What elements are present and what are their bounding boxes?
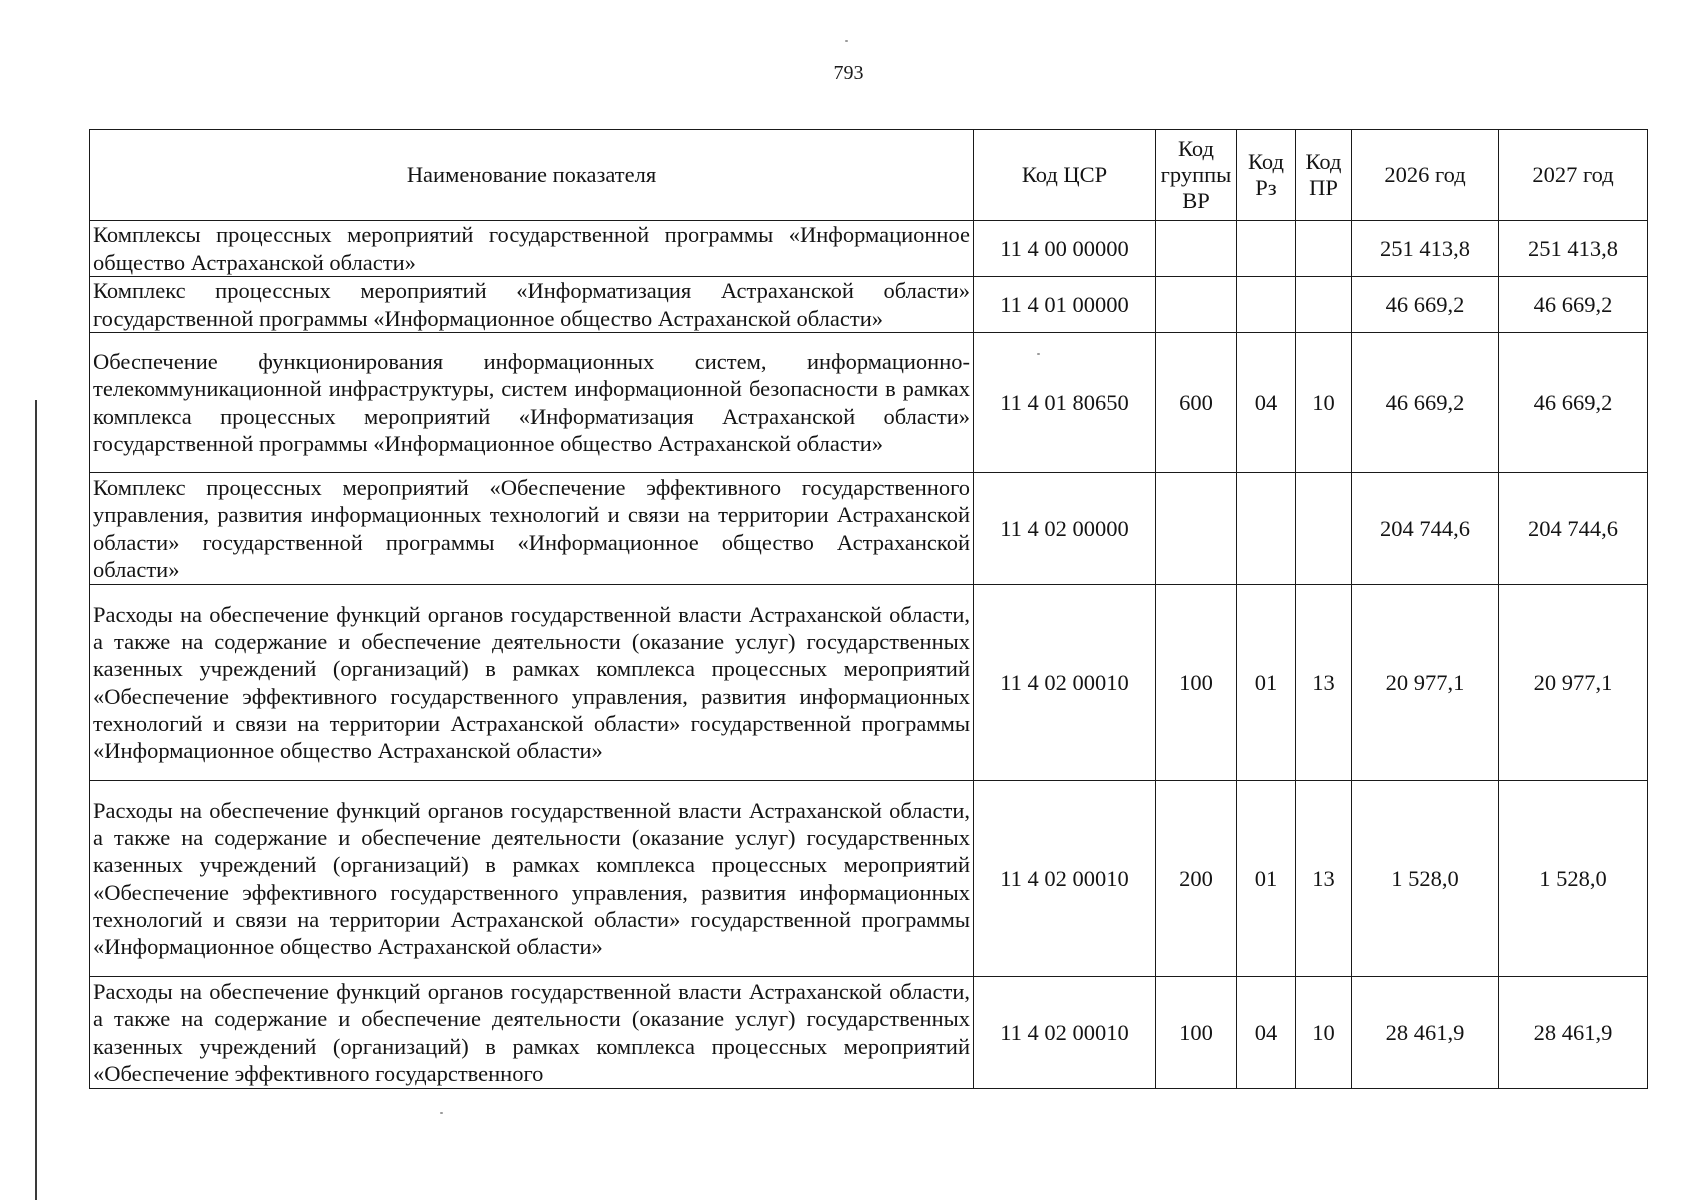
row-amount-2026: 1 528,0: [1352, 781, 1499, 977]
row-vr-code: 200: [1156, 781, 1237, 977]
row-pr-code: [1296, 277, 1352, 333]
row-rz-code: 04: [1237, 977, 1296, 1089]
row-indicator-name: Комплекс процессных мероприятий «Обеспечение эффективного государственного управления, развития информационных технологий и связи на территории Астраханской области» государственной программы «Информационное общество Астраханской области»: [90, 473, 974, 585]
row-amount-2026: 28 461,9: [1352, 977, 1499, 1089]
row-vr-code: 100: [1156, 977, 1237, 1089]
page-number: 793: [833, 62, 864, 84]
row-amount-2027: 251 413,8: [1499, 221, 1648, 277]
table-row: [90, 585, 1648, 781]
row-indicator-name: Комплексы процессных мероприятий государственной программы «Информационное общество Астраханской области»: [90, 221, 974, 277]
table-row: [90, 781, 1648, 977]
row-csr-code: 11 4 02 00000: [974, 473, 1156, 585]
row-pr-code: [1296, 473, 1352, 585]
row-indicator-name: Комплекс процессных мероприятий «Информатизация Астраханской области» государственной программы «Информационное общество Астраханской области»: [90, 277, 974, 333]
row-rz-code: [1237, 221, 1296, 277]
scan-speck: [845, 40, 848, 42]
row-indicator-name: Расходы на обеспечение функций органов государственной власти Астраханской области, а также на содержание и обеспечение деятельности (оказание услуг) государственных казенных учреждений (организаций) в рамках комплекса процессных мероприятий «Обеспечение эффективного государственного управления, развития информационных технологий и связи на территории Астраханской области» государственной программы «Информационное общество Астраханской области»: [90, 781, 974, 977]
row-rz-code: [1237, 473, 1296, 585]
row-csr-code: 11 4 01 80650: [974, 333, 1156, 473]
row-csr-code: 11 4 02 00010: [974, 977, 1156, 1089]
row-csr-code: 11 4 02 00010: [974, 585, 1156, 781]
header-pr-code: Код ПР: [1296, 130, 1352, 221]
row-indicator-name: Обеспечение функционирования информационных систем, информационно-телекоммуникационной инфраструктуры, систем информационной безопасности в рамках комплекса процессных мероприятий «Информатизация Астраханской области» государственной программы «Информационное общество Астраханской области»: [90, 333, 974, 473]
row-vr-code: [1156, 221, 1237, 277]
table-row: [90, 977, 1648, 1089]
header-vr-group-code: Код группы ВР: [1156, 130, 1237, 221]
row-amount-2026: 251 413,8: [1352, 221, 1499, 277]
row-pr-code: 13: [1296, 781, 1352, 977]
row-amount-2027: 46 669,2: [1499, 277, 1648, 333]
row-amount-2027: 20 977,1: [1499, 585, 1648, 781]
table-row: [90, 221, 1648, 277]
row-rz-code: 01: [1237, 781, 1296, 977]
row-csr-code: 11 4 00 00000: [974, 221, 1156, 277]
row-amount-2027: 28 461,9: [1499, 977, 1648, 1089]
header-year-2026: 2026 год: [1352, 130, 1499, 221]
table-row: [90, 473, 1648, 585]
scan-speck: [440, 1112, 443, 1114]
row-vr-code: [1156, 277, 1237, 333]
header-csr-code: Код ЦСР: [974, 130, 1156, 221]
row-rz-code: 04: [1237, 333, 1296, 473]
budget-table: [89, 129, 1648, 1089]
row-amount-2026: 46 669,2: [1352, 277, 1499, 333]
table-header-row: [90, 130, 1648, 221]
row-vr-code: 600: [1156, 333, 1237, 473]
scan-left-edge-line: [35, 400, 37, 1200]
row-indicator-name: Расходы на обеспечение функций органов государственной власти Астраханской области, а также на содержание и обеспечение деятельности (оказание услуг) государственных казенных учреждений (организаций) в рамках комплекса процессных мероприятий «Обеспечение эффективного государственного: [90, 977, 974, 1089]
row-pr-code: 10: [1296, 333, 1352, 473]
row-pr-code: [1296, 221, 1352, 277]
row-amount-2027: 46 669,2: [1499, 333, 1648, 473]
row-vr-code: [1156, 473, 1237, 585]
row-amount-2027: 1 528,0: [1499, 781, 1648, 977]
row-csr-code: 11 4 01 00000: [974, 277, 1156, 333]
row-csr-code: 11 4 02 00010: [974, 781, 1156, 977]
row-amount-2026: 204 744,6: [1352, 473, 1499, 585]
row-vr-code: 100: [1156, 585, 1237, 781]
header-indicator-name: Наименование показателя: [90, 130, 974, 221]
row-amount-2026: 46 669,2: [1352, 333, 1499, 473]
row-pr-code: 13: [1296, 585, 1352, 781]
row-indicator-name: Расходы на обеспечение функций органов государственной власти Астраханской области, а также на содержание и обеспечение деятельности (оказание услуг) государственных казенных учреждений (организаций) в рамках комплекса процессных мероприятий «Обеспечение эффективного государственного управления, развития информационных технологий и связи на территории Астраханской области» государственной программы «Информационное общество Астраханской области»: [90, 585, 974, 781]
table-row: [90, 277, 1648, 333]
header-year-2027: 2027 год: [1499, 130, 1648, 221]
row-pr-code: 10: [1296, 977, 1352, 1089]
row-amount-2027: 204 744,6: [1499, 473, 1648, 585]
row-rz-code: 01: [1237, 585, 1296, 781]
table-row: [90, 333, 1648, 473]
header-rz-code: Код Рз: [1237, 130, 1296, 221]
row-amount-2026: 20 977,1: [1352, 585, 1499, 781]
row-rz-code: [1237, 277, 1296, 333]
